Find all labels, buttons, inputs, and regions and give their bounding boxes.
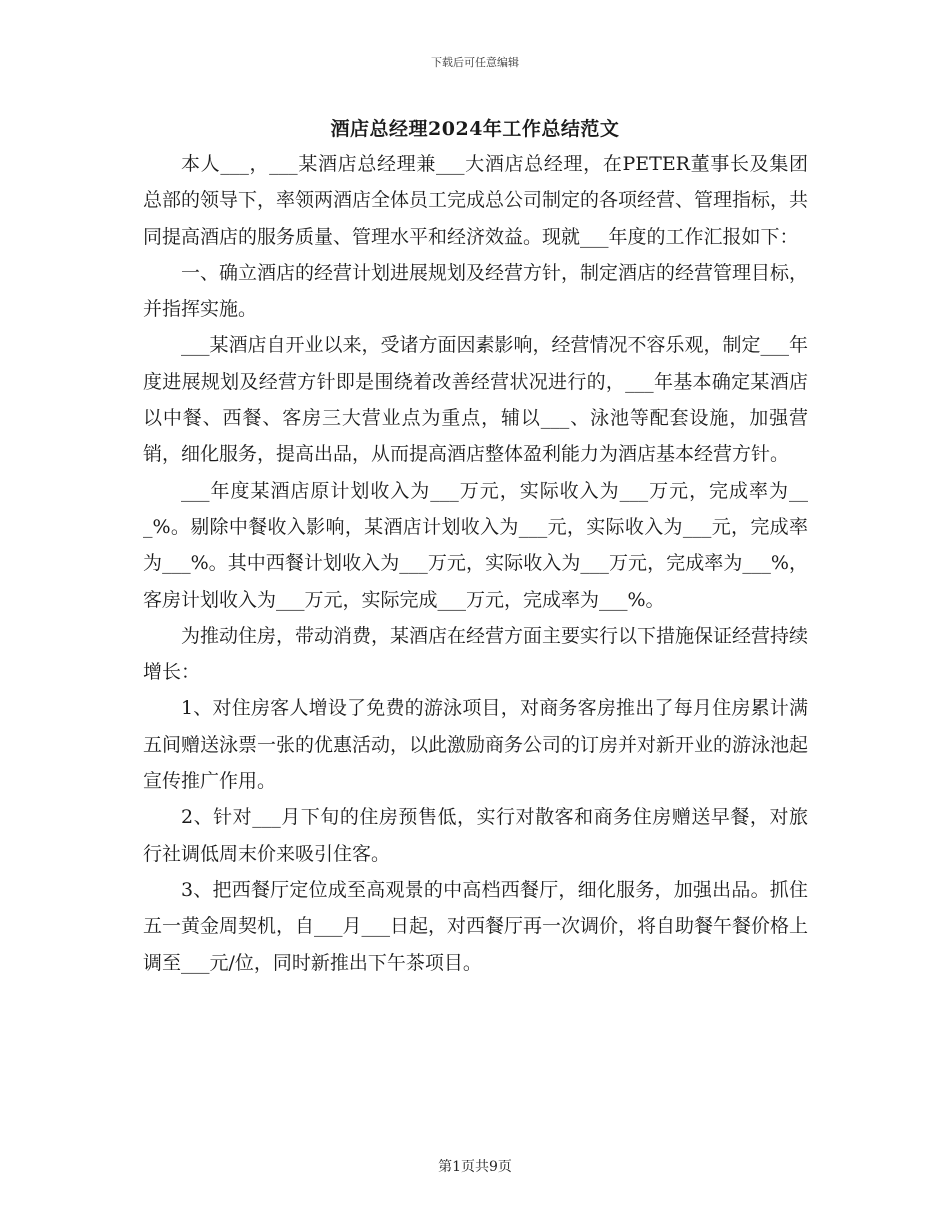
paragraph: 2、针对___月下旬的住房预售低，实行对散客和商务住房赠送早餐，对旅行社调低周末价来吸引住客。 bbox=[143, 806, 808, 865]
page-number: 第1页共9页 bbox=[438, 1159, 512, 1175]
paragraph: 本人___，___某酒店总经理兼___大酒店总经理，在PETER董事长及集团总部的领导下，率领两酒店全体员工完成总公司制定的各项经营、管理指标，共同提高酒店的服务质量、管理水平和经济效益。现就___年度的工作汇报如下： bbox=[143, 153, 809, 248]
page-header-note: 下载后可任意编辑 bbox=[431, 56, 519, 69]
paragraph: 为推动住房，带动消费，某酒店在经营方面主要实行以下措施保证经营持续增长： bbox=[143, 624, 809, 684]
paragraph: 一、确立酒店的经营计划进展规划及经营方针，制定酒店的经营管理目标，并指挥实施。 bbox=[143, 261, 809, 321]
paragraph: ___某酒店自开业以来，受诸方面因素影响，经营情况不容乐观，制定___年度进展规划及经营方针即是围绕着改善经营状况进行的，___年基本确定某酒店以中餐、西餐、客房三大营业点为重点，辅以___、泳池等配套设施，加强营销，细化服务，提高出品，从而提高酒店整体盈利能力为酒店基本经营方针。 bbox=[143, 334, 809, 466]
document-body bbox=[143, 146, 808, 981]
document-title: 酒店总经理2024年工作总结范文 bbox=[330, 118, 620, 140]
paragraph: 1、对住房客人增设了免费的游泳项目，对商务客房推出了每月住房累计满五间赠送泳票一张的优惠活动，以此激励商务公司的订房并对新开业的游泳池起宣传推广作用。 bbox=[143, 697, 809, 793]
paragraph: ___年度某酒店原计划收入为___万元，实际收入为___万元，完成率为___%。剔除中餐收入影响，某酒店计划收入为___元，实际收入为___元，完成率为___%。其中西餐计划收入为___万元，实际收入为___万元，完成率为___%，客房计划收入为___万元，实际完成___万元，完成率为___%。 bbox=[143, 479, 808, 611]
paragraph: 3、把西餐厅定位成至高观景的中高档西餐厅，细化服务，加强出品。抓住五一黄金周契机，自___月___日起，对西餐厅再一次调价，将自助餐午餐价格上调至___元/位，同时新推出下午茶项目。 bbox=[143, 878, 809, 974]
